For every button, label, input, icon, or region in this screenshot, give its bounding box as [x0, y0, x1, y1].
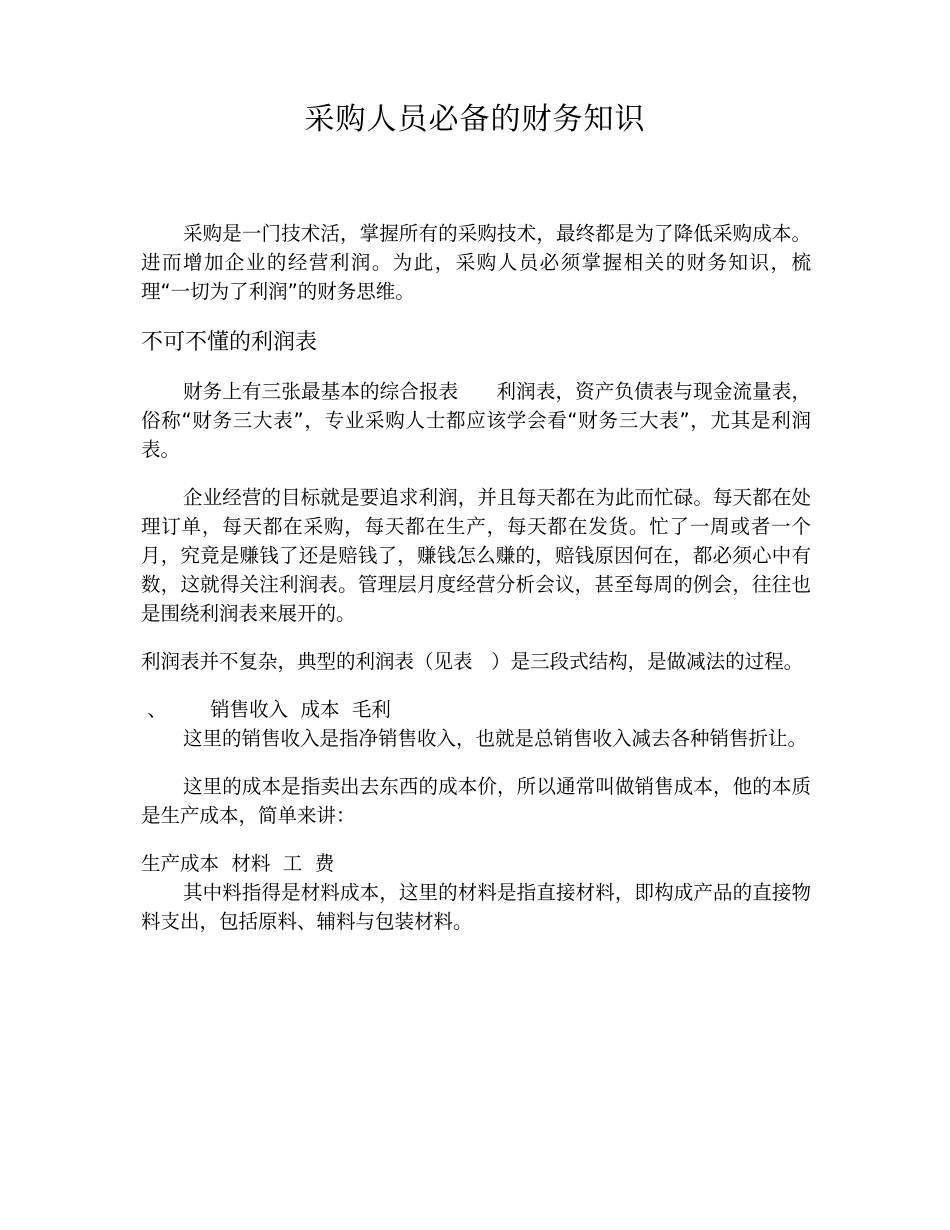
- section-heading: 不可不懂的利润表: [141, 330, 318, 355]
- document-body: [141, 219, 811, 936]
- production-cost-formula: 生产成本 材料 工 费: [141, 852, 335, 875]
- material-paragraph: 其中料指得是材料成本，这里的材料是指直接材料，即构成产品的直接物料支出，包括原料、辅料与包装材料。: [141, 881, 811, 933]
- business-goal-paragraph: 企业经营的目标就是要追求利润，并且每天都在为此而忙碌。每天都在处理订单，每天都在采购，每天都在生产，每天都在发货。忙了一周或者一个月，究竟是赚钱了还是赔钱了，赚钱怎么赚的，赔钱原因何在，都必须心中有数，这就得关注利润表。管理层月度经营分析会议，甚至每周的例会，往往也是围绕利润表来展开的。: [141, 486, 811, 625]
- cost-paragraph: 这里的成本是指卖出去东西的成本价，所以通常叫做销售成本，他的本质是生产成本，简单来讲：: [141, 775, 811, 827]
- intro-paragraph: 采购是一门技术活，掌握所有的采购技术，最终都是为了降低采购成本。进而增加企业的经营利润。为此，采购人员必须掌握相关的财务知识，梳理“一切为了利润”的财务思维。: [141, 222, 811, 303]
- structure-paragraph: 利润表并不复杂，典型的利润表（见表 ）是三段式结构，是做减法的过程。: [141, 650, 804, 673]
- page-title: 采购人员必备的财务知识: [304, 102, 646, 137]
- three-tables-paragraph: 财务上有三张最基本的综合报表 利润表，资产负债表与现金流量表，俗称“财务三大表”，专业采购人士都应该学会看“财务三大表”，尤其是利润表。: [141, 380, 811, 461]
- sales-revenue-paragraph: 这里的销售收入是指净销售收入，也就是总销售收入减去各种销售折让。: [183, 727, 808, 750]
- list-item-sales-cost-margin: 、 销售收入 成本 毛利: [141, 698, 391, 721]
